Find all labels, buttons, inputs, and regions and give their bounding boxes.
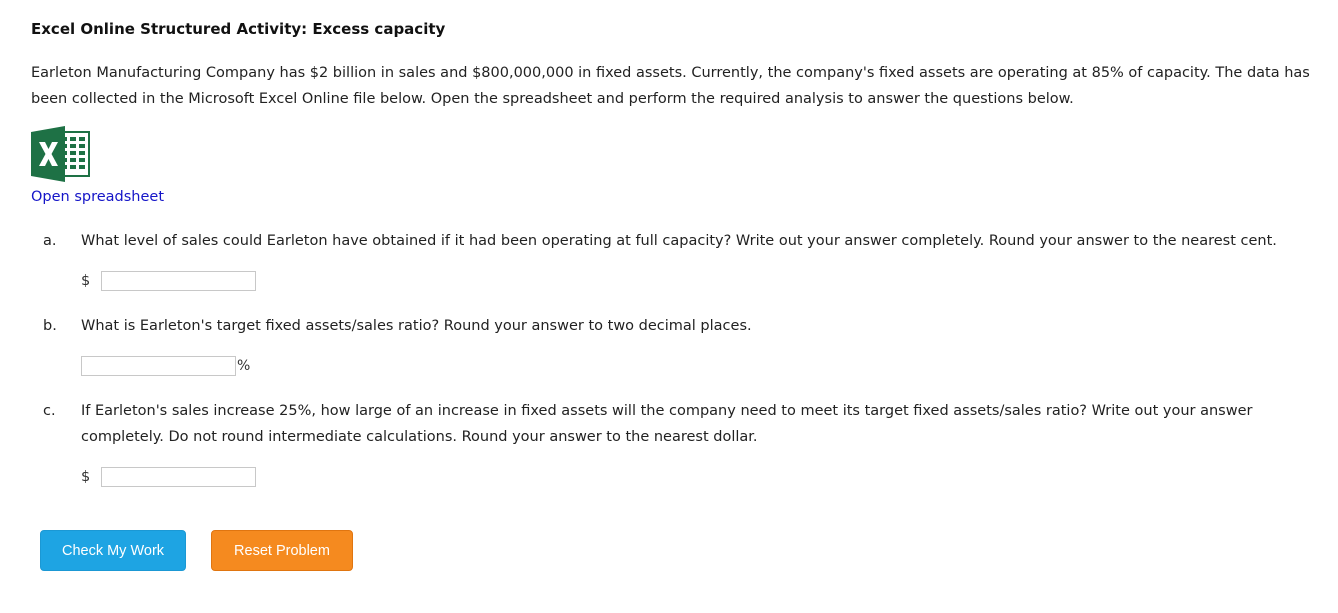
question-b (43, 313, 1338, 339)
answer-a-input[interactable] (101, 271, 256, 291)
answer-c-input[interactable] (101, 467, 256, 487)
question-a-text: What level of sales could Earleton have obtained if it had been operating at full capacity? Write out your answer completely. Round your answer to the nearest cent. (81, 233, 1277, 249)
check-my-work-button[interactable]: Check My Work (40, 530, 186, 571)
percent-sign-b: % (237, 358, 251, 374)
question-c-label: c. (43, 403, 56, 419)
dollar-sign-a: $ (81, 273, 91, 289)
dollar-sign-c: $ (81, 469, 91, 485)
question-c-text: If Earleton's sales increase 25%, how large of an increase in fixed assets will the company need to meet its target fixed assets/sales ratio? Write out your answer completely. Do not round intermediate calculations. Round your answer to the nearest dollar. (81, 403, 1253, 445)
question-b-text: What is Earleton's target fixed assets/sales ratio? Round your answer to two decimal places. (81, 318, 752, 334)
question-a-label: a. (43, 233, 57, 249)
question-a (43, 228, 1338, 254)
problem-description: Earleton Manufacturing Company has $2 billion in sales and $800,000,000 in fixed assets. Currently, the company's fixed assets are operating at 85% of capacity. The data has been collected in the Microsoft Excel Online file below. Open the spreadsheet and perform the required analysis to answer the questions below. (31, 65, 1310, 107)
answer-b-input[interactable] (81, 356, 236, 376)
question-c (43, 398, 1321, 450)
question-b-label: b. (43, 318, 57, 334)
excel-icon[interactable] (31, 126, 91, 182)
page-title: Excel Online Structured Activity: Excess capacity (31, 20, 446, 38)
open-spreadsheet-link[interactable]: Open spreadsheet (31, 189, 165, 205)
reset-problem-button[interactable]: Reset Problem (211, 530, 353, 571)
